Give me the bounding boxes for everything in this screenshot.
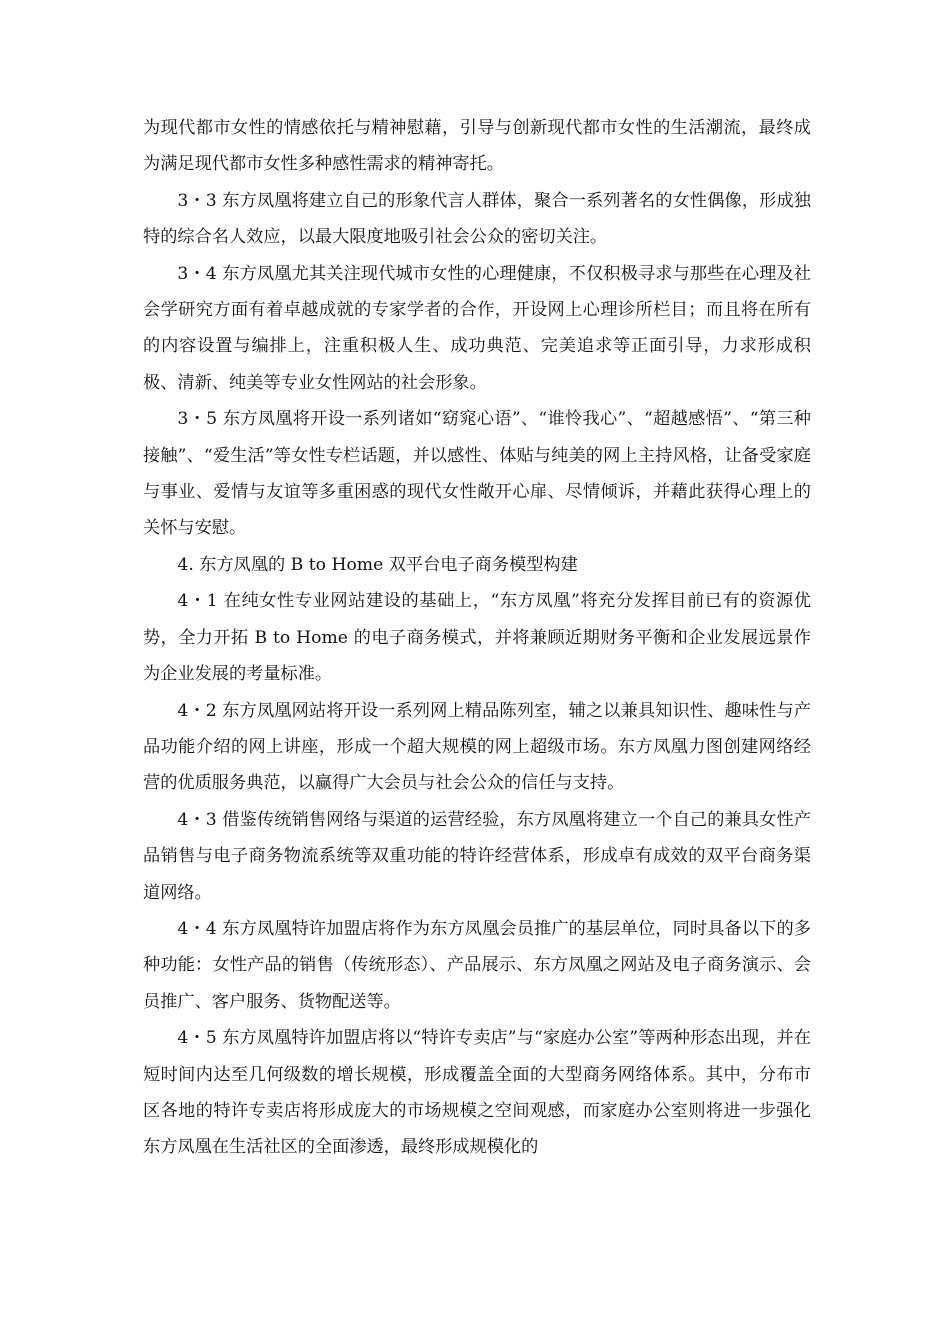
paragraph-continuation: 为现代都市女性的情感依托与精神慰藉，引导与创新现代都市女性的生活潮流，最终成为满足现代都市女性多种感性需求的精神寄托。	[143, 118, 811, 175]
paragraph-3-5: 3・5 东方凤凰将开设一系列诸如“窈窕心语”、“谁怜我心”、“超越感悟”、“第三种接触”、“爱生活”等女性专栏话题，并以感性、体贴与纯美的网上主持风格，让备受家庭与事业、爱情与友谊等多重困惑的现代女性敞开心扉、尽情倾诉，并藉此获得心理上的关怀与安慰。	[143, 409, 811, 539]
paragraph-4-5: 4・5 东方凤凰特许加盟店将以“特许专卖店”与“家庭办公室”等两种形态出现，并在短时间内达至几何级数的增长规模，形成覆盖全面的大型商务网络体系。其中，分布市区各地的特许专卖店将形成庞大的市场规模之空间观感，而家庭办公室则将进一步强化东方凤凰在生活社区的全面渗透，最终形成规模化的	[143, 1028, 811, 1158]
paragraph-4-4: 4・4 东方凤凰特许加盟店将作为东方凤凰会员推广的基层单位，同时具备以下的多种功能：女性产品的销售（传统形态）、产品展示、东方凤凰之网站及电子商务演示、会员推广、客户服务、货物配送等。	[143, 918, 811, 1012]
section-heading-4: 4. 东方凤凰的 B to Home 双平台电子商务模型构建	[177, 554, 578, 575]
paragraph-3-3: 3・3 东方凤凰将建立自己的形象代言人群体，聚合一系列著名的女性偶像，形成独特的综合名人效应，以最大限度地吸引社会公众的密切关注。	[143, 190, 811, 248]
paragraph-4-3: 4・3 借鉴传统销售网络与渠道的运营经验，东方凤凰将建立一个自己的兼具女性产品销售与电子商务物流系统等双重功能的特许经营体系，形成卓有成效的双平台商务渠道网络。	[143, 809, 811, 903]
document-body	[143, 110, 811, 1166]
paragraph-4-1: 4・1 在纯女性专业网站建设的基础上，“东方凤凰”将充分发挥目前已有的资源优势，全力开拓 B to Home 的电子商务模式，并将兼顾近期财务平衡和企业发展远景作为企业发展的考量标准。	[143, 591, 811, 685]
paragraph-4-2: 4・2 东方凤凰网站将开设一系列网上精品陈列室，辅之以兼具知识性、趣味性与产品功能介绍的网上讲座，形成一个超大规模的网上超级市场。东方凤凰力图创建网络经营的优质服务典范，以赢得广大会员与社会公众的信任与支持。	[143, 700, 811, 794]
paragraph-3-4: 3・4 东方凤凰尤其关注现代城市女性的心理健康，不仅积极寻求与那些在心理及社会学研究方面有着卓越成就的专家学者的合作，开设网上心理诊所栏目；而且将在所有的内容设置与编排上，注重积极人生、成功典范、完美追求等正面引导，力求形成积极、清新、纯美等专业女性网站的社会形象。	[143, 263, 811, 393]
